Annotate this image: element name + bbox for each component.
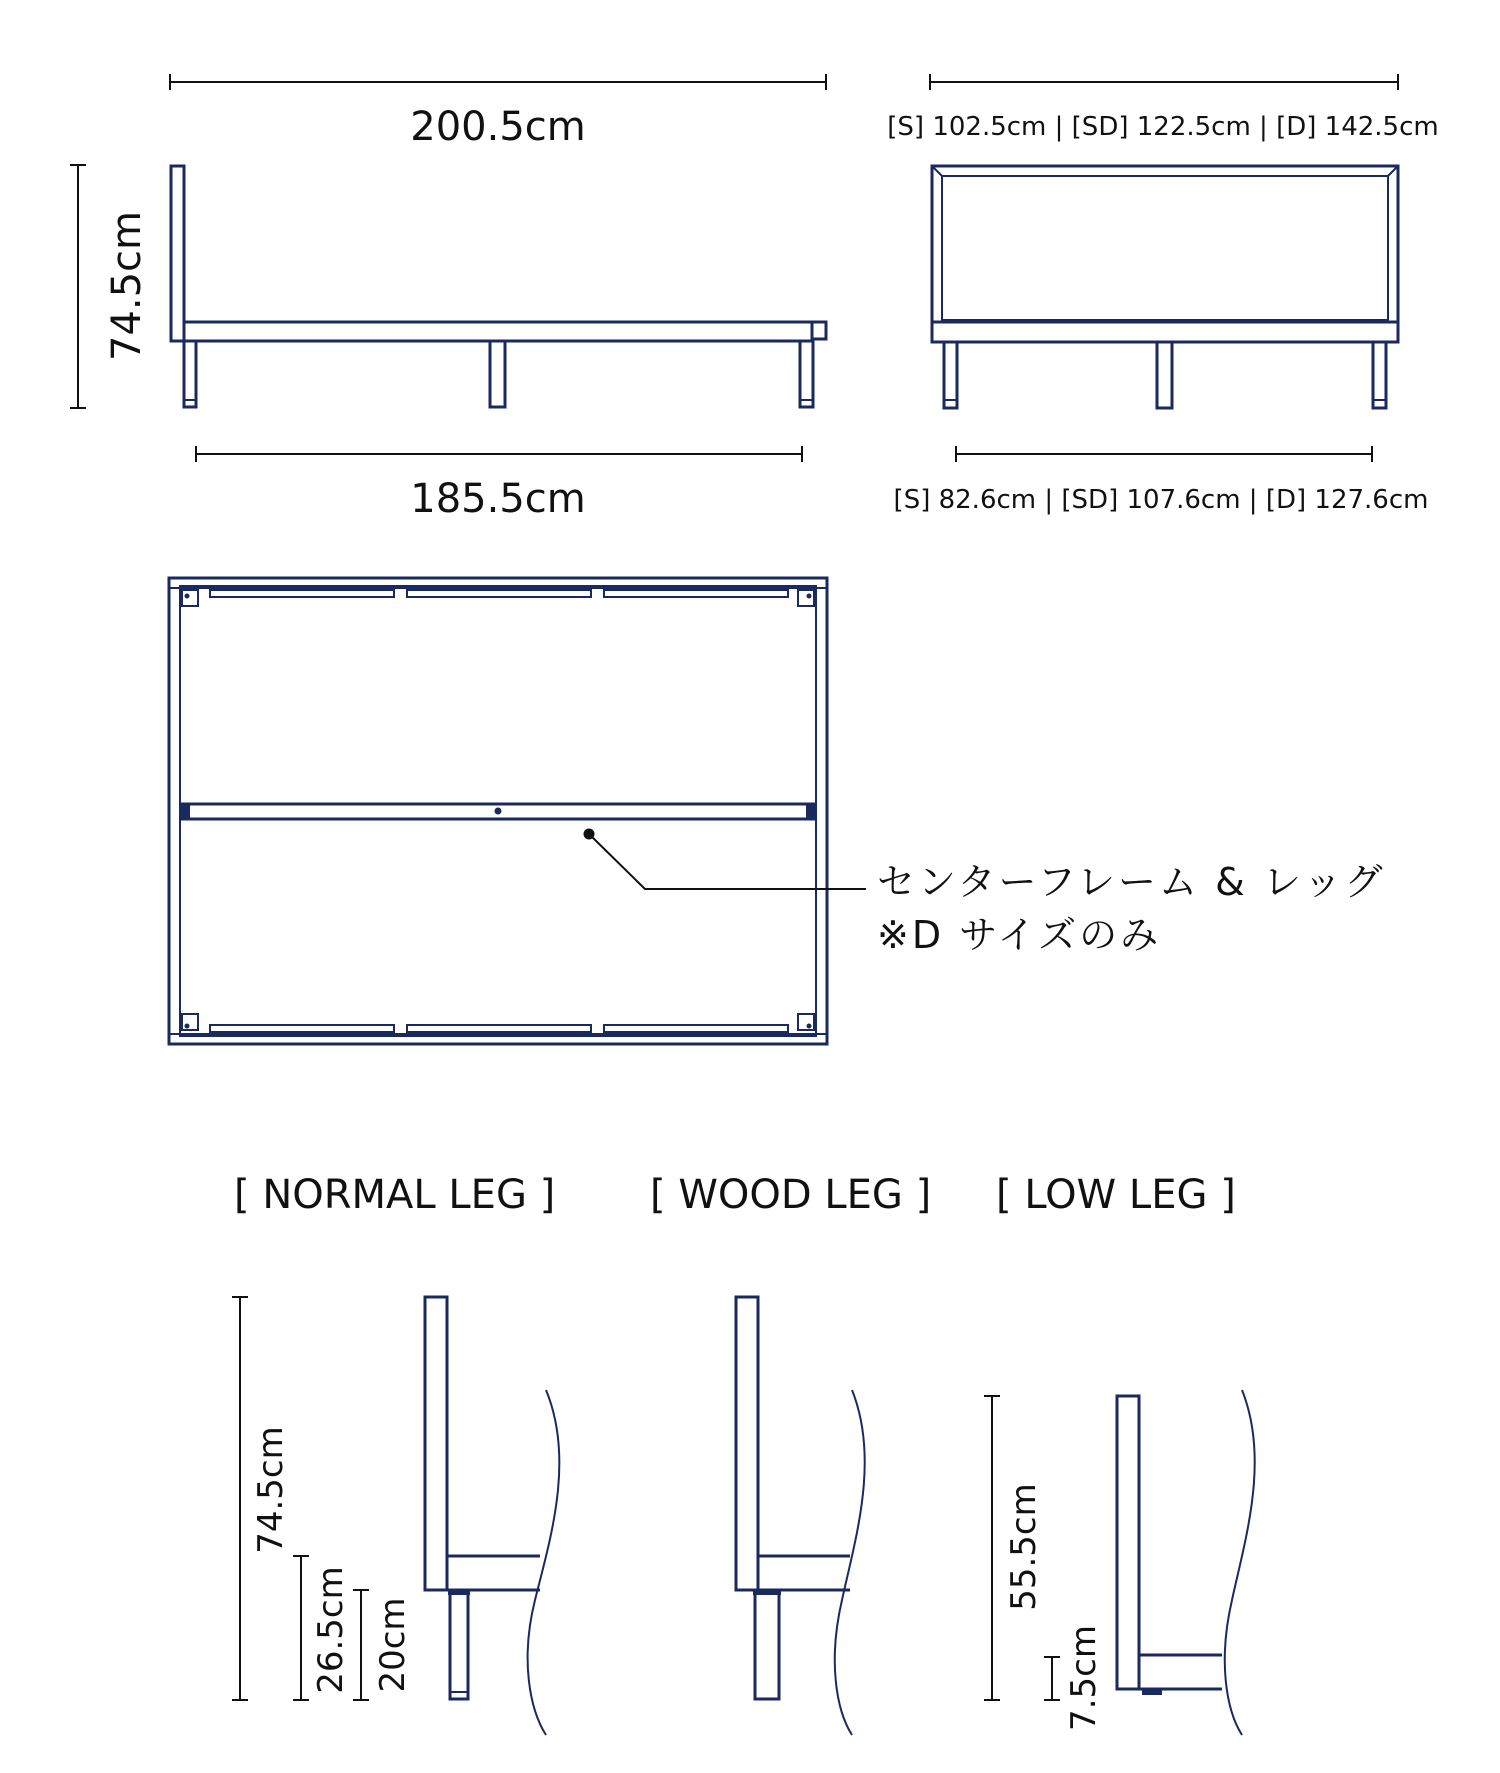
normal-headboard [425, 1297, 447, 1590]
break-line [528, 1390, 560, 1735]
break-line [1225, 1390, 1255, 1735]
wood-headboard [736, 1297, 758, 1590]
normal-leg [450, 1591, 468, 1699]
leg-front-center [1157, 342, 1172, 408]
low-leg-title: [ LOW LEG ] [996, 1172, 1236, 1218]
wood-leg-title: [ WOOD LEG ] [650, 1172, 932, 1218]
corner-bracket [182, 590, 198, 606]
low-headboard [1117, 1396, 1139, 1689]
corner-bracket [798, 1014, 814, 1030]
leg-side-center [490, 341, 505, 407]
side-width-label: 200.5cm [410, 104, 586, 150]
leg-front-left [944, 342, 957, 408]
low-total-label: 55.5cm [1004, 1483, 1044, 1611]
normal-frame-height-label: 26.5cm [311, 1566, 351, 1694]
side-rail [184, 322, 812, 341]
leg-span-label: 185.5cm [410, 476, 586, 522]
front-rail [932, 322, 1398, 342]
headboard-side [171, 166, 184, 341]
corner-bracket [182, 1014, 198, 1030]
corner-bracket [798, 590, 814, 606]
low-leg-detail [984, 1390, 1255, 1735]
side-view [70, 74, 826, 522]
front-view [887, 74, 1438, 515]
callout-line1: センターフレーム & レッグ [877, 860, 1386, 904]
wood-leg [755, 1591, 779, 1699]
front-width-label: [S] 102.5cm | [SD] 122.5cm | [D] 142.5cm [887, 112, 1439, 142]
wood-leg-detail [736, 1297, 865, 1735]
leg-front-right [1373, 342, 1386, 408]
low-clearance-label: 7.5cm [1064, 1625, 1104, 1731]
normal-leg-height-label: 20cm [373, 1597, 413, 1693]
normal-leg-title: [ NORMAL LEG ] [234, 1172, 556, 1218]
normal-total-label: 74.5cm [251, 1426, 291, 1554]
callout-leader [589, 834, 866, 889]
normal-leg-detail [232, 1297, 559, 1735]
break-line [835, 1390, 865, 1735]
callout-line2: ※D サイズのみ [877, 913, 1162, 957]
top-view [169, 578, 1385, 1044]
low-leg-foot [1142, 1689, 1162, 1695]
leg-side-left [184, 341, 196, 407]
center-leg-point [495, 808, 502, 815]
leg-side-right [800, 341, 813, 407]
headboard-front [932, 166, 1398, 322]
front-leg-span-label: [S] 82.6cm | [SD] 107.6cm | [D] 127.6cm [893, 485, 1429, 515]
side-height-label: 74.5cm [104, 210, 150, 362]
